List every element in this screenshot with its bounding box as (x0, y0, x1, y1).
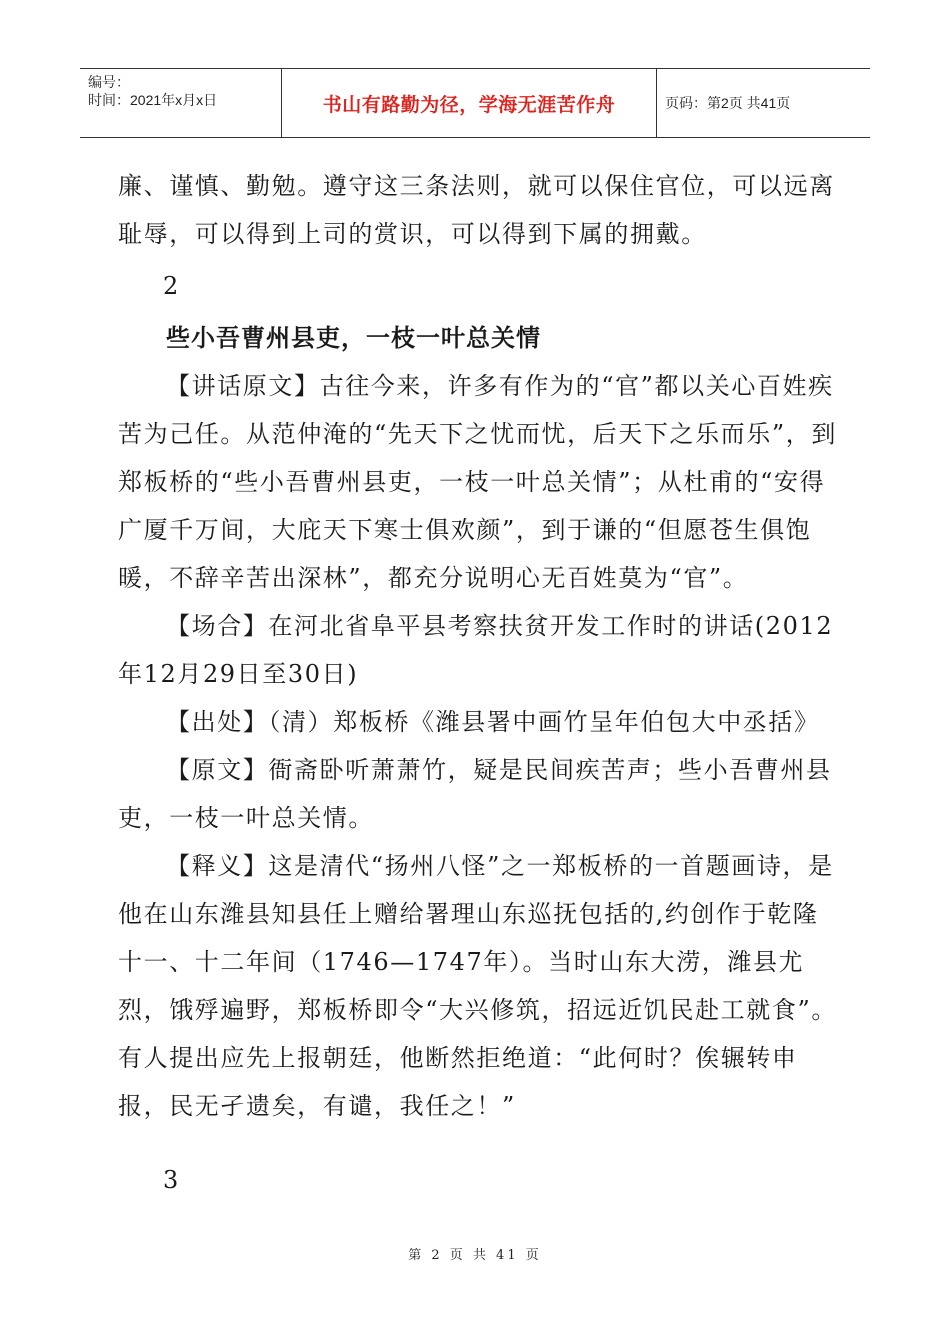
source-paragraph: 【出处】（清）郑板桥《潍县署中画竹呈年伯包大中丞括》 (166, 708, 820, 736)
document-time-label: 时间：2021年x月x日 (88, 92, 218, 108)
section-body (118, 362, 838, 1130)
document-number-label: 编号： (88, 74, 130, 90)
paragraph-text: 廉、谨慎、勤勉。遵守这三条法则，就可以保住官位，可以远离耻辱，可以得到上司的赏识，可以得到下属的拥戴。 (118, 172, 835, 248)
section-number-2: 2 (163, 272, 179, 300)
speech-paragraph: 【讲话原文】古往今来，许多有作为的“官”都以关心百姓疾苦为己任。从范仲淹的“先天下之忧而忧，后天下之乐而乐”，到郑板桥的“些小吾曹州县吏，一枝一叶总关情”；从杜甫的“安得广厦千万间，大庇天下寒士俱欢颜”，到于谦的“但愿苍生俱饱暖，不辞辛苦出深林”，都充分说明心无百姓莫为“官”。 (118, 372, 837, 592)
meaning-paragraph: 【释义】这是清代“扬州八怪”之一郑板桥的一首题画诗，是他在山东潍县知县任上赠给署理山东巡抚包括的,约创作于乾隆十一、十二年间（1746—1747年）。当时山东大涝，潍县尤烈，饿殍遍野，郑板桥即令“大兴修筑，招远近饥民赴工就食”。有人提出应先上报朝廷，他断然拒绝道：“此何时？俟辗转申报，民无孑遗矣，有谴，我任之！” (118, 852, 837, 1120)
section-number-3: 3 (163, 1166, 179, 1194)
occasion-paragraph: 【场合】在河北省阜平县考察扶贫开发工作时的讲话(2012年12月29日至30日) (118, 612, 834, 688)
document-header (80, 68, 870, 138)
page-footer: 第 2 页 共 41 页 (408, 1248, 542, 1263)
header-motto: 书山有路勤为径，学海无涯苦作舟 (282, 69, 657, 137)
paragraph-continuation (118, 162, 838, 258)
section-title: 些小吾曹州县吏，一枝一叶总关情 (166, 324, 541, 352)
header-meta (80, 69, 282, 137)
original-paragraph: 【原文】衙斋卧听萧萧竹，疑是民间疾苦声；些小吾曹州县吏，一枝一叶总关情。 (118, 756, 832, 832)
header-page-info: 页码：第2页 共41页 (665, 95, 791, 111)
